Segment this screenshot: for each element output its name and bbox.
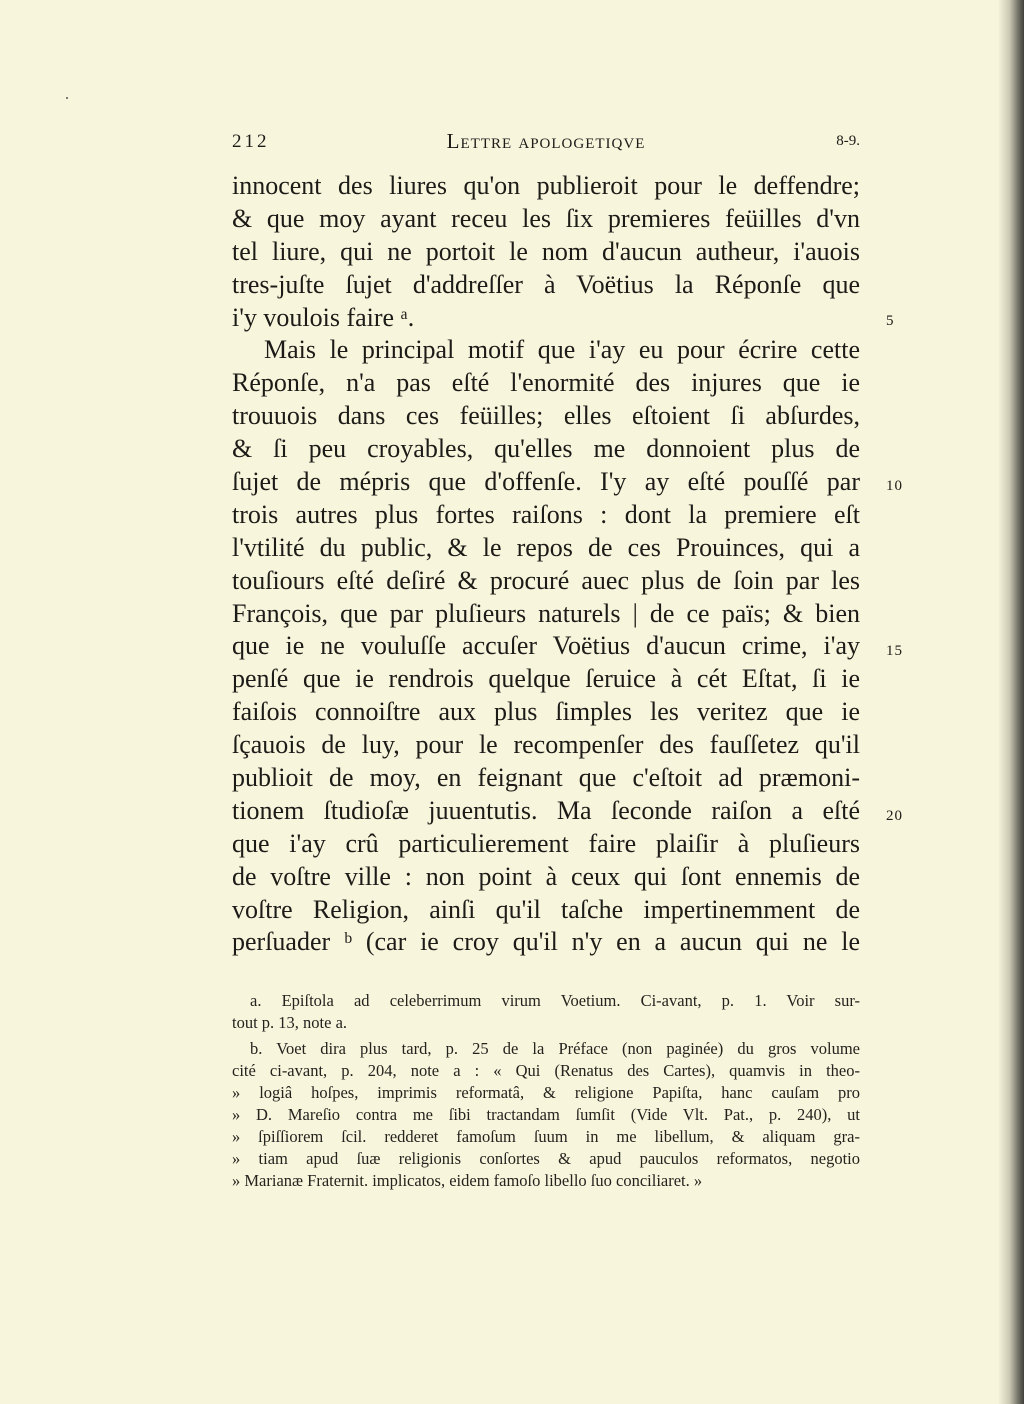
text-line: de voſtre ville : non point à ceux qui ſont ennemis de: [232, 861, 860, 891]
line-number: 5: [886, 313, 895, 329]
line-number: 20: [886, 808, 903, 824]
footnotes: [232, 990, 860, 1192]
text-line: publioit de moy, en feignant que c'eſtoit ad præmoni-: [232, 763, 860, 793]
text-line: Mais le principal motif que i'ay eu pour écrire cette: [264, 335, 860, 365]
line-number: 15: [886, 643, 903, 659]
text-line: tel liure, qui ne portoit le nom d'aucun autheur, i'auois: [232, 236, 860, 266]
text-line: perſuader ᵇ (car ie croy qu'il n'y en a aucun qui ne le: [232, 927, 860, 957]
text-line: i'y voulois faire ᵃ.: [232, 302, 415, 332]
page-number: 212: [232, 131, 270, 152]
text-line: l'vtilité du public, & le repos de ces Prouinces, qui a: [232, 532, 860, 562]
footnote-b-line: » logiâ hoſpes, imprimis reformatâ, & religione Papiſta, hanc cauſam pro: [232, 1083, 860, 1102]
text-line: tionem ſtudioſæ juuentutis. Ma ſeconde raiſon a eſté: [232, 795, 860, 825]
footnote-b-line: » Marianæ Fraternit. implicatos, eidem famoſo libello ſuo conciliaret. »: [232, 1171, 703, 1190]
text-line: que i'ay crû particulierement faire plaiſir à pluſieurs: [232, 828, 860, 858]
footnote-a-line: a. Epiſtola ad celeberrimum virum Voetium. Ci-avant, p. 1. Voir sur-: [250, 991, 860, 1010]
folio-reference: 8-9.: [836, 133, 860, 149]
footnote-b-line: » D. Mareſio contra me ſibi tractandam ſumſit (Vide Vlt. Pat., p. 240), ut: [232, 1105, 860, 1124]
text-line: touſiours eſté deſiré & procuré auec plus de ſoin par les: [232, 565, 860, 595]
running-header: [232, 129, 860, 157]
footnote-a-line: tout p. 13, note a.: [232, 1013, 348, 1032]
footnote-b-line: » ſpiſſiorem ſcil. redderet famoſum ſuum in me libellum, & aliquam gra-: [232, 1127, 860, 1146]
text-line: & que moy ayant receu les ſix premieres feüilles d'vn: [232, 203, 860, 233]
text-line: ſçauois de luy, pour le recompenſer des fauſſetez qu'il: [232, 730, 860, 760]
text-line: que ie ne vouluſſe accuſer Voëtius d'aucun crime, i'ay: [232, 631, 860, 661]
text-line: voſtre Religion, ainſi qu'il taſche impertinemment de: [232, 894, 860, 924]
text-line: tres-juſte ſujet d'addreſſer à Voëtius la Réponſe que: [232, 269, 860, 299]
running-title: Lettre apologetiqve: [446, 129, 646, 153]
text-line: trouuois dans ces feüilles; elles eſtoient ſi abſurdes,: [232, 401, 860, 431]
footnote-b-line: b. Voet dira plus tard, p. 25 de la Préface (non paginée) du gros volume: [250, 1039, 860, 1058]
text-line: penſé que ie rendrois quelque ſeruice à cét Eſtat, ſi ie: [232, 664, 860, 694]
footnote-b-line: cité ci-avant, p. 204, note a : « Qui (Renatus des Cartes), quamvis in theo-: [232, 1061, 860, 1080]
page-edge-shadow: [998, 0, 1024, 1404]
text-line: ſujet de mépris que d'offenſe. I'y ay eſté pouſſé par: [232, 467, 860, 497]
text-line: faiſois connoiſtre aux plus ſimples les veritez que ie: [232, 697, 860, 727]
text-line: Réponſe, n'a pas eſté l'enormité des injures que ie: [232, 368, 860, 398]
footnote-b-line: » tiam apud ſuæ religionis conſortes & apud pauculos reformatos, negotio: [232, 1149, 860, 1168]
main-text: [232, 170, 860, 959]
text-line: trois autres plus fortes raiſons : dont la premiere eſt: [232, 499, 860, 529]
text-line: & ſi peu croyables, qu'elles me donnoient plus de: [232, 434, 860, 464]
paper-speck: [66, 97, 68, 99]
line-number: 10: [886, 478, 903, 494]
text-line: François, que par pluſieurs naturels | de ce païs; & bien: [232, 598, 860, 628]
text-line: innocent des liures qu'on publieroit pour le deffendre;: [232, 171, 860, 200]
